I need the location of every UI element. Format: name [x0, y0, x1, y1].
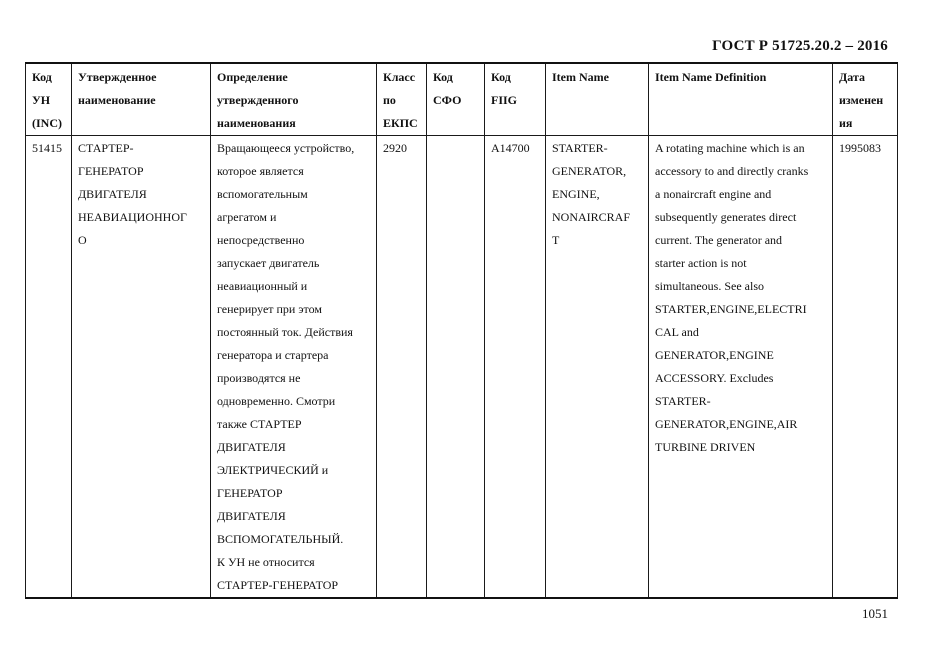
column-header-item-name-definition: Item Name Definition — [649, 63, 833, 136]
column-header-approved-name: Утвержденное наименование — [72, 63, 211, 136]
column-header-item-name: Item Name — [546, 63, 649, 136]
cell-change-date: 1995083 — [833, 136, 898, 599]
cell-class: 2920 — [377, 136, 427, 599]
column-header-sfo: Код СФО — [427, 63, 485, 136]
cell-item-name: STARTER- GENERATOR, ENGINE, NONAIRCRAF T — [546, 136, 649, 599]
table-row — [26, 136, 898, 599]
column-header-class: Класс по ЕКПС — [377, 63, 427, 136]
document-standard-header: ГОСТ Р 51725.20.2 – 2016 — [712, 38, 888, 54]
table-header-row — [26, 63, 898, 136]
cell-fiig: A14700 — [485, 136, 546, 599]
cell-item-name-definition: A rotating machine which is an accessory to and directly cranks a nonaircraft engine and subsequently generates direct current. The generator and starter action is not simultaneous. See also STARTER,ENGINE,ELECTRI CAL and GENERATOR,ENGINE ACCESSORY. Excludes STARTER- GENERATOR,ENGINE,AIR TURBINE DRIVEN — [649, 136, 833, 599]
column-header-inc: Код УН (INC) — [26, 63, 72, 136]
cell-sfo — [427, 136, 485, 599]
cell-definition: Вращающееся устройство, которое является вспомогательным агрегатом и непосредственно запускает двигатель неавиационный и генерирует при этом постоянный ток. Действия генератора и стартера производятся не одновременно. Смотри также СТАРТЕР ДВИГАТЕЛЯ ЭЛЕКТРИЧЕСКИЙ и ГЕНЕРАТОР ДВИГАТЕЛЯ ВСПОМОГАТЕЛЬНЫЙ. К УН не относится СТАРТЕР-ГЕНЕРАТОР — [211, 136, 377, 599]
column-header-definition: Определение утвержденного наименования — [211, 63, 377, 136]
column-header-change-date: Дата изменен ия — [833, 63, 898, 136]
column-header-fiig: Код FIIG — [485, 63, 546, 136]
item-name-table — [25, 62, 898, 599]
page-number: 1051 — [862, 606, 888, 621]
cell-approved-name: СТАРТЕР- ГЕНЕРАТОР ДВИГАТЕЛЯ НЕАВИАЦИОННОГ О — [72, 136, 211, 599]
cell-inc: 51415 — [26, 136, 72, 599]
